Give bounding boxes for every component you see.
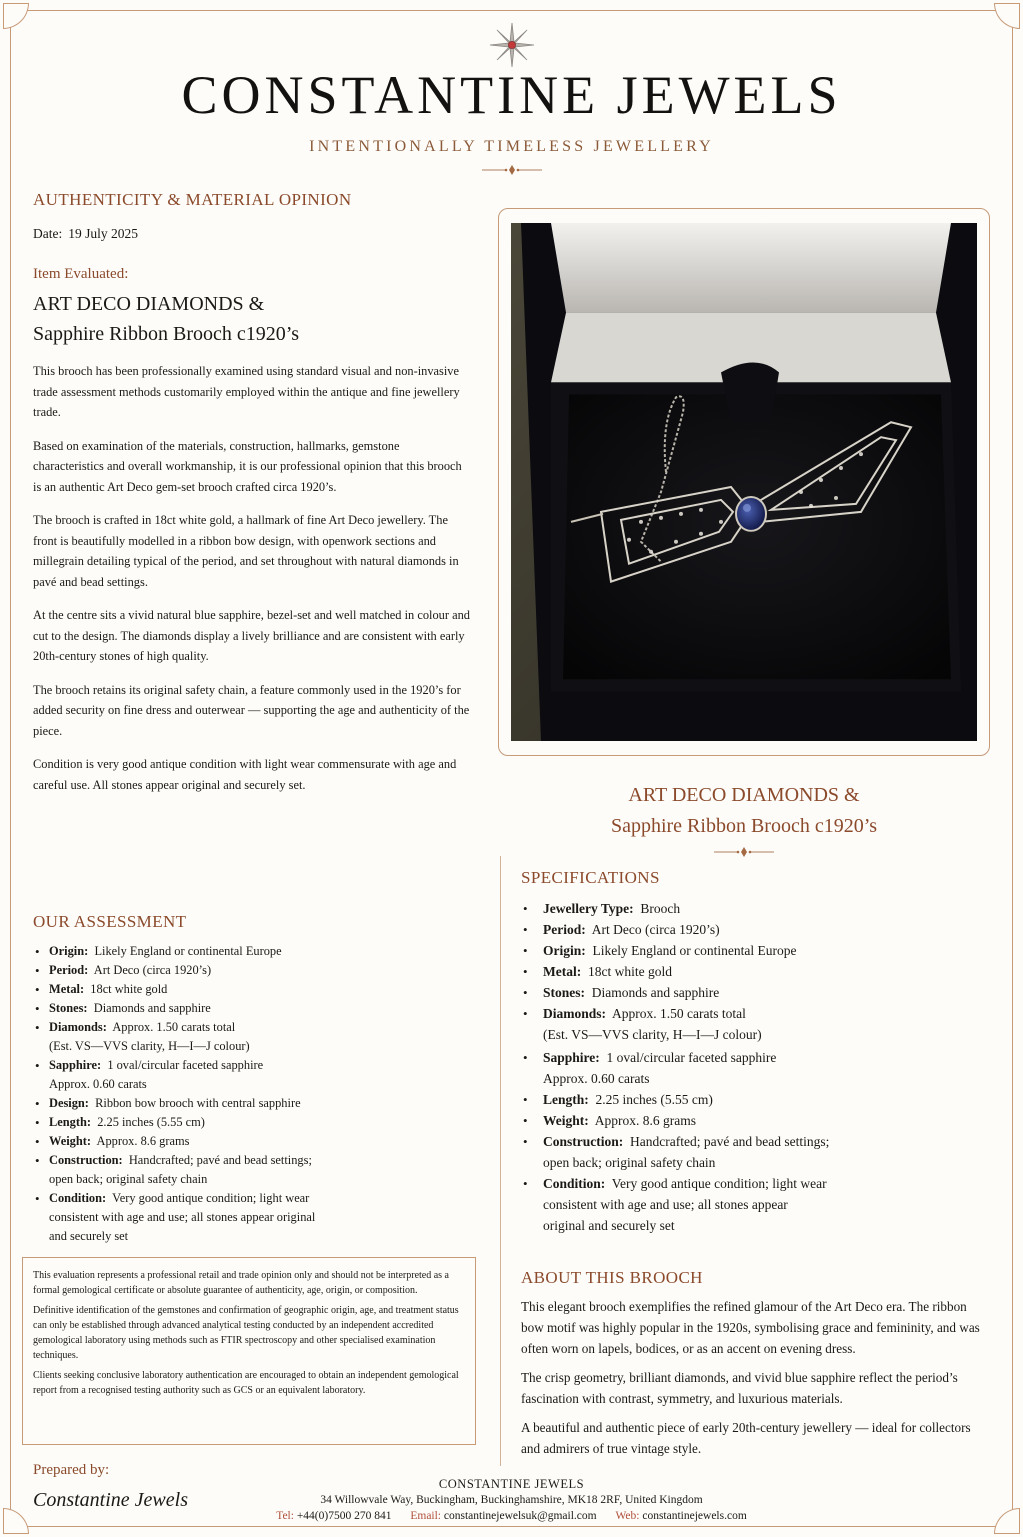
section-title-about: ABOUT THIS BROOCH: [521, 1268, 703, 1287]
email-link[interactable]: constantinejewelsuk@gmail.com: [443, 1510, 597, 1522]
item-evaluated-label: Item Evaluated:: [33, 266, 129, 282]
disclaimer-box: [22, 1257, 476, 1445]
footer-company-name: CONSTANTINE JEWELS: [438, 1477, 585, 1491]
photo-frame: [498, 208, 990, 756]
date-value: 19 July 2025: [68, 226, 139, 241]
tel-label: Tel:: [276, 1510, 294, 1522]
assessment-list: [33, 942, 473, 1246]
item-title: [33, 289, 473, 349]
list-item: • Diamonds: Approx. 1.50 carats total (Est. VS—VVS clarity, H—I—J colour): [33, 1018, 473, 1056]
list-item: • Weight: Approx. 8.6 grams: [33, 1132, 473, 1151]
tel-value[interactable]: +44(0)7500 270 841: [296, 1510, 392, 1522]
caption-line2: Sapphire Ribbon Brooch c1920’s: [610, 815, 878, 837]
footer: [0, 1476, 1023, 1524]
list-item: • Length: 2.25 inches (5.55 cm): [33, 1113, 473, 1132]
disclaimer-paragraph: This evaluation represents a professional retail and trade opinion only and should not be interpreted as a formal gemological certificate or absolute guarantee of authenticity, age, origin, or composition.: [33, 1270, 449, 1296]
disclaimer-paragraph: Definitive identification of the gemstones and confirmation of geographic origin, age, and treatment status can only be established through advanced analytical testing conducted by an independent accredited gemological laboratory using methods such as FTIR spectroscopy and other specialised examination techniques.: [33, 1305, 459, 1361]
signature: Constantine Jewels: [33, 1489, 188, 1511]
about-paragraph: This elegant brooch exemplifies the refined glamour of the Art Deco era. The ribbon bow motif was highly popular in the 1920s, symbolising grace and femininity, and was often worn on lapels, bodices, or as an accent on evening dress.: [521, 1299, 980, 1356]
about-section: [521, 1268, 991, 1459]
list-item: • Origin: Likely England or continental Europe: [33, 942, 473, 961]
date-label: Date:: [33, 226, 63, 241]
list-item: • Construction: Handcrafted; pavé and bead settings; open back; original safety chain: [521, 1131, 991, 1173]
photo-caption: [498, 780, 990, 842]
list-item: • Origin: Likely England or continental Europe: [521, 940, 991, 961]
list-item: • Period: Art Deco (circa 1920’s): [521, 919, 991, 940]
column-divider: [500, 856, 501, 1466]
list-item: • Weight: Approx. 8.6 grams: [521, 1110, 991, 1131]
about-paragraph: The crisp geometry, brilliant diamonds, and vivid blue sapphire reflect the period’s fascination with contrast, symmetry, and luxurious materials.: [521, 1370, 958, 1406]
email-label: Email:: [410, 1510, 442, 1522]
opinion-paragraph: Condition is very good antique condition with light wear commensurate with age and careful use. All stones appear original and securely set.: [33, 757, 457, 792]
list-item: • Condition: Very good antique condition; light wear consistent with age and use; all stones appear original and securely set: [33, 1189, 473, 1246]
opinion-section: [33, 190, 473, 795]
list-item: • Design: Ribbon bow brooch with central sapphire: [33, 1094, 473, 1113]
list-item: • Condition: Very good antique condition; light wear consistent with age and use; all stones appear original and securely set: [521, 1173, 991, 1236]
date-line: [33, 226, 473, 242]
list-item: • Metal: 18ct white gold: [521, 961, 991, 982]
list-item: • Stones: Diamonds and sapphire: [521, 982, 991, 1003]
list-item: • Period: Art Deco (circa 1920’s): [33, 961, 473, 980]
caption-line1: ART DECO DIAMONDS &: [628, 784, 860, 806]
opinion-paragraph: The brooch retains its original safety chain, a feature commonly used in the 1920’s for added security on fine dress and outerwear — supporting the age and authenticity of the piece.: [33, 682, 470, 738]
list-item: • Metal: 18ct white gold: [33, 980, 473, 999]
list-item: • Sapphire: 1 oval/circular faceted sapphire Approx. 0.60 carats: [33, 1056, 473, 1094]
brooch-photo: [511, 223, 977, 741]
opinion-paragraph: This brooch has been professionally examined using standard visual and non-invasive trade assessment methods customarily employed within the antique and fine jewellery trade.: [33, 364, 460, 419]
star-logo-icon: [489, 22, 535, 68]
prepared-by-label: Prepared by:: [33, 1462, 110, 1478]
web-label: Web:: [615, 1510, 640, 1522]
disclaimer-paragraph: Clients seeking conclusive laboratory authentication are encouraged to obtain an independent gemological report from a recognised testing authority such as GCS or an equivalent laboratory.: [33, 1370, 459, 1396]
divider-ornament-icon: [714, 846, 774, 858]
list-item: • Stones: Diamonds and sapphire: [33, 999, 473, 1018]
about-paragraph: A beautiful and authentic piece of early 20th-century jewellery — ideal for collectors and admirers of true vintage style.: [521, 1420, 971, 1456]
assessment-section: [33, 912, 473, 1246]
list-item: • Diamonds: Approx. 1.50 carats total (Est. VS—VVS clarity, H—I—J colour): [521, 1003, 991, 1045]
brand-tagline: INTENTIONALLY TIMELESS JEWELLERY: [309, 138, 714, 155]
divider-ornament-icon: [482, 164, 542, 176]
photo-section: [498, 208, 990, 858]
opinion-paragraph: Based on examination of the materials, construction, hallmarks, gemstone characteristics and overall workmanship, it is our professional opinion that this brooch is an authentic Art Deco gem-set brooch crafted circa 1920’s.: [33, 438, 462, 494]
section-title-specifications: SPECIFICATIONS: [521, 868, 660, 887]
item-title-line1: ART DECO DIAMONDS &: [33, 293, 265, 315]
specifications-section: [521, 868, 991, 1236]
item-title-line2: Sapphire Ribbon Brooch c1920’s: [33, 323, 300, 345]
list-item: • Jewellery Type: Brooch: [521, 898, 991, 919]
opinion-paragraph: At the centre sits a vivid natural blue sapphire, bezel-set and well matched in colour and cut to the design. The diamonds display a lively brilliance and are consistent with early 20th-century stones of high quality.: [33, 608, 470, 663]
web-link[interactable]: constantinejewels.com: [642, 1510, 747, 1522]
brand-name: CONSTANTINE JEWELS: [181, 65, 842, 125]
opinion-paragraph: The brooch is crafted in 18ct white gold, a hallmark of fine Art Deco jewellery. The front is beautifully modelled in a ribbon bow design, with openwork sections and millegrain detailing typical of the period, and set throughout with natural diamonds in pavé and bead settings.: [33, 513, 459, 589]
section-title-assessment: OUR ASSESSMENT: [33, 912, 187, 931]
list-item: • Sapphire: 1 oval/circular faceted sapphire Approx. 0.60 carats: [521, 1047, 991, 1089]
footer-address: 34 Willowvale Way, Buckingham, Buckinghamshire, MK18 2RF, United Kingdom: [320, 1494, 703, 1506]
list-item: • Length: 2.25 inches (5.55 cm): [521, 1089, 991, 1110]
list-item: • Construction: Handcrafted; pavé and bead settings; open back; original safety chain: [33, 1151, 473, 1189]
section-title-authenticity: AUTHENTICITY & MATERIAL OPINION: [33, 190, 352, 209]
letterhead: [0, 22, 1023, 176]
footer-contacts: [0, 1508, 1023, 1524]
specifications-list: [521, 898, 991, 1236]
